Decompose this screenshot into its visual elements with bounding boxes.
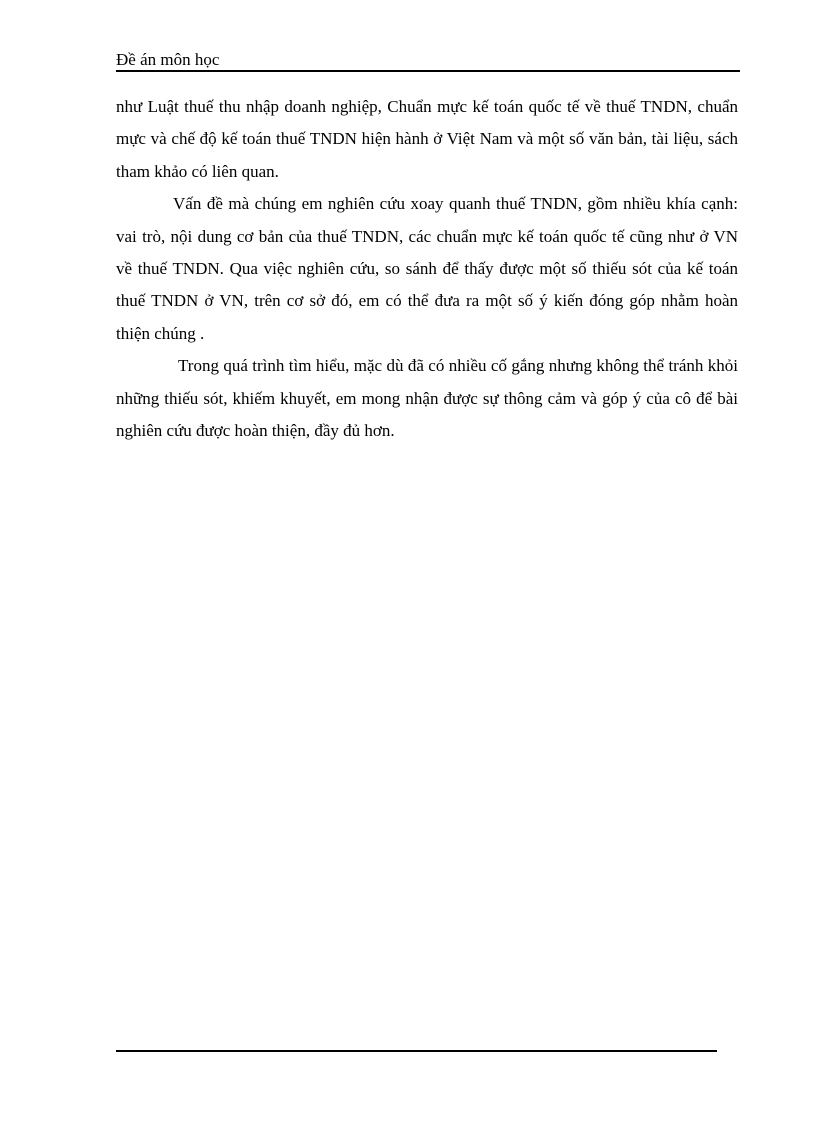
document-body: [116, 91, 738, 447]
paragraph-closing: Trong quá trình tìm hiểu, mặc dù đã có nhiều cố gắng nhưng không thể tránh khỏi những thiếu sót, khiếm khuyết, em mong nhận được sự thông cảm và góp ý của cô để bài nghiên cứu được hoàn thiện, đầy đủ hơn.: [116, 356, 738, 441]
footer-divider: [116, 1050, 717, 1052]
paragraph-continuation: như Luật thuế thu nhập doanh nghiệp, Chuẩn mực kế toán quốc tế về thuế TNDN, chuẩn mực và chế độ kế toán thuế TNDN hiện hành ở Việt Nam và một số văn bản, tài liệu, sách tham khảo có liên quan.: [116, 97, 738, 181]
page-header: [116, 48, 740, 72]
paragraph-research-scope: Vấn đề mà chúng em nghiên cứu xoay quanh thuế TNDN, gồm nhiều khía cạnh: vai trò, nội dung cơ bản của thuế TNDN, các chuẩn mực kế toán quốc tế cũng như ở VN về thuế TNDN. Qua việc nghiên cứu, so sánh để thấy được một số thiếu sót của kế toán thuế TNDN ở VN, trên cơ sở đó, em có thể đưa ra một số ý kiến đóng góp nhằm hoàn thiện chúng .: [116, 194, 738, 343]
header-title: Đề án môn học: [116, 50, 220, 69]
